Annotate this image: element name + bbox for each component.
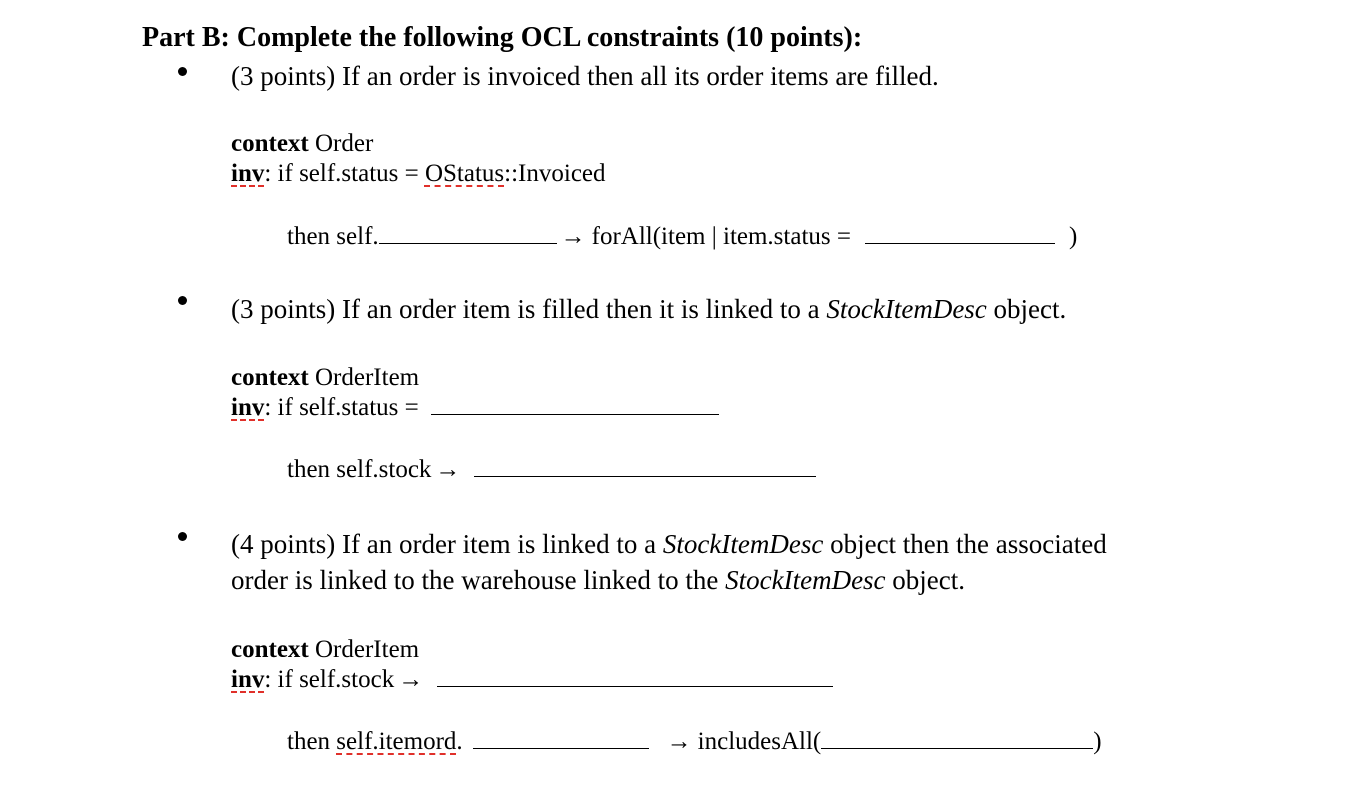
inv-tail: ::Invoiced (504, 160, 606, 187)
context-class: Order (315, 130, 374, 157)
close-paren: ) (1068, 223, 1078, 250)
item-1-then-line (287, 222, 1077, 252)
item-3-text2-italic: StockItemDesc (725, 565, 886, 595)
arrow-icon: → (666, 728, 692, 755)
item-3-text-pre: (4 points) If an order item is linked to a (231, 529, 663, 559)
context-keyword: context (231, 130, 309, 157)
then-dot: . (456, 728, 463, 755)
bullet-dot-1 (178, 67, 187, 76)
item-3-text-post: object then the associated (823, 529, 1107, 559)
then-prefix: then (287, 728, 337, 755)
item-3-text-line1 (231, 528, 1107, 560)
ostatus-ref: OStatus (424, 160, 505, 187)
forall-expr: forAll(item | item.status = (591, 223, 851, 250)
item-1-text: (3 points) If an order is invoiced then all its order items are filled. (231, 61, 939, 91)
inv-condition: : if self.status = (264, 394, 419, 421)
blank-3a[interactable] (437, 666, 833, 687)
blank-1b[interactable] (865, 223, 1055, 244)
inv-condition: : if self.status = (264, 160, 425, 187)
item-3-text2-pre: order is linked to the warehouse linked to the (231, 565, 726, 595)
item-2-text-post: object. (986, 294, 1067, 324)
item-2-inv-line (231, 393, 719, 423)
blank-2a[interactable] (431, 394, 719, 415)
item-1-context-line (231, 129, 373, 159)
itemord-ref: self.itemord (336, 728, 457, 755)
arrow-icon: → (435, 456, 461, 483)
blank-3b[interactable] (473, 728, 649, 749)
item-2-context-line (231, 363, 419, 393)
item-2-then-line (287, 455, 816, 485)
bullet-dot-2 (178, 296, 187, 305)
then-prefix: then self.stock (287, 456, 432, 483)
item-2-text (231, 293, 1066, 325)
inv-keyword: inv (231, 394, 265, 421)
context-keyword: context (231, 364, 309, 391)
close-paren: ) (1093, 728, 1102, 755)
item-3-then-line (287, 727, 1102, 757)
inv-keyword: inv (231, 160, 265, 187)
arrow-icon: → (398, 666, 424, 693)
then-prefix: then self. (287, 223, 379, 250)
item-2-text-italic: StockItemDesc (826, 294, 987, 324)
includesall-expr: includesAll( (697, 728, 822, 755)
bullet-dot-3 (178, 532, 187, 541)
item-2-text-pre: (3 points) If an order item is filled then it is linked to a (231, 294, 827, 324)
item-3-context-line (231, 635, 419, 665)
item-3-text2-post: object. (885, 565, 966, 595)
item-3-text-line2 (231, 564, 965, 596)
inv-keyword: inv (231, 666, 265, 693)
item-1-inv-line (231, 159, 606, 189)
item-3-inv-line (231, 665, 833, 695)
context-class: OrderItem (315, 364, 420, 391)
blank-1a[interactable] (379, 223, 557, 244)
context-class: OrderItem (315, 636, 420, 663)
page-title: Part B: Complete the following OCL constraints (10 points): (142, 22, 863, 53)
context-keyword: context (231, 636, 309, 663)
blank-2b[interactable] (474, 456, 816, 477)
blank-3c[interactable] (821, 728, 1093, 749)
arrow-icon: → (560, 223, 586, 250)
item-3-text-italic: StockItemDesc (662, 529, 824, 559)
inv-condition: : if self.stock (264, 666, 395, 693)
